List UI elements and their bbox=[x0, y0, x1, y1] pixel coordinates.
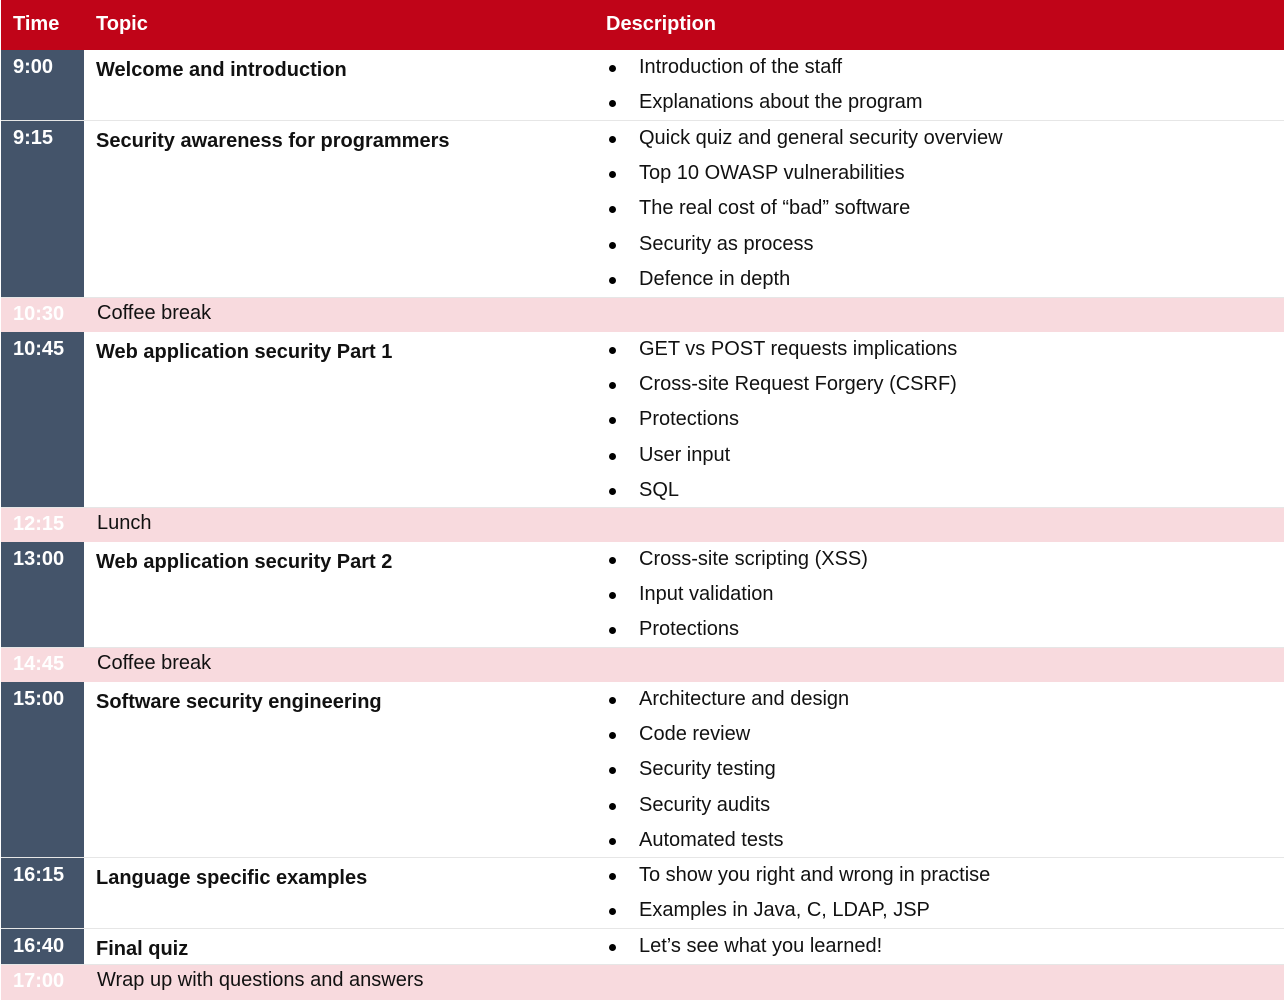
bullet-icon bbox=[609, 277, 616, 284]
table-row bbox=[1, 50, 1284, 121]
description-item bbox=[606, 929, 882, 964]
header-time: Time bbox=[13, 13, 60, 35]
row-topic: Web application security Part 2 bbox=[96, 551, 393, 573]
description-text: Automated tests bbox=[639, 828, 784, 851]
description-list bbox=[606, 121, 1003, 297]
row-time: 9:00 bbox=[13, 56, 54, 78]
description-item bbox=[606, 438, 957, 473]
description-list bbox=[606, 50, 923, 120]
description-list bbox=[606, 542, 868, 648]
description-text: User input bbox=[639, 443, 731, 466]
row-time: 16:15 bbox=[13, 864, 65, 886]
description-item bbox=[606, 682, 849, 717]
break-row bbox=[1, 298, 1284, 332]
break-row bbox=[1, 508, 1284, 542]
row-time: 14:45 bbox=[13, 653, 65, 675]
row-time: 17:00 bbox=[13, 970, 65, 992]
description-text: Protections bbox=[639, 618, 740, 641]
description-item bbox=[606, 577, 868, 612]
bullet-icon bbox=[609, 592, 616, 599]
description-text: The real cost of “bad” software bbox=[639, 197, 911, 220]
table-row bbox=[1, 332, 1284, 508]
table-row bbox=[1, 682, 1284, 858]
row-topic: Language specific examples bbox=[96, 867, 368, 889]
agenda-table bbox=[1, 0, 1284, 1000]
description-item bbox=[606, 788, 849, 823]
row-time: 16:40 bbox=[13, 935, 65, 957]
description-item bbox=[606, 542, 868, 577]
description-text: Examples in Java, C, LDAP, JSP bbox=[639, 899, 930, 922]
table-row bbox=[1, 542, 1284, 648]
description-text: Quick quiz and general security overview bbox=[639, 127, 1003, 149]
bullet-icon bbox=[609, 908, 616, 915]
description-item bbox=[606, 402, 957, 437]
description-item bbox=[606, 85, 923, 120]
row-topic: Web application security Part 1 bbox=[96, 341, 393, 363]
description-text: Cross-site scripting (XSS) bbox=[639, 548, 868, 570]
break-row bbox=[1, 965, 1284, 1000]
description-list bbox=[606, 682, 849, 858]
description-item bbox=[606, 262, 1003, 297]
description-text: Code review bbox=[639, 723, 751, 746]
description-item bbox=[606, 227, 1003, 262]
bullet-icon bbox=[609, 417, 616, 424]
bullet-icon bbox=[609, 767, 616, 774]
description-text: SQL bbox=[639, 478, 680, 501]
description-item bbox=[606, 473, 957, 508]
description-text: Defence in depth bbox=[639, 267, 791, 290]
row-topic: Software security engineering bbox=[96, 691, 382, 713]
row-topic: Coffee break bbox=[97, 302, 212, 324]
bullet-icon bbox=[609, 242, 616, 249]
description-item bbox=[606, 50, 923, 85]
description-item bbox=[606, 893, 990, 928]
bullet-icon bbox=[609, 488, 616, 495]
row-time: 13:00 bbox=[13, 548, 65, 570]
description-text: Security testing bbox=[639, 758, 776, 781]
header-topic: Topic bbox=[96, 13, 148, 35]
header-description: Description bbox=[606, 13, 717, 35]
description-text: Cross-site Request Forgery (CSRF) bbox=[639, 373, 957, 396]
description-text: To show you right and wrong in practise bbox=[639, 864, 991, 886]
description-list bbox=[606, 929, 882, 964]
description-text: GET vs POST requests implications bbox=[639, 338, 958, 360]
bullet-icon bbox=[609, 732, 616, 739]
row-topic: Final quiz bbox=[96, 938, 189, 960]
row-topic: Coffee break bbox=[97, 652, 212, 674]
description-text: Protections bbox=[639, 408, 740, 431]
row-time: 9:15 bbox=[13, 127, 54, 149]
row-time: 10:45 bbox=[13, 338, 65, 360]
description-text: Security as process bbox=[639, 232, 814, 255]
row-topic: Welcome and introduction bbox=[96, 59, 347, 81]
description-text: Explanations about the program bbox=[639, 91, 923, 114]
bullet-icon bbox=[609, 347, 616, 354]
break-row bbox=[1, 648, 1284, 682]
description-item bbox=[606, 121, 1003, 156]
bullet-icon bbox=[609, 838, 616, 845]
bullet-icon bbox=[609, 136, 616, 143]
description-item bbox=[606, 612, 868, 647]
description-text: Introduction of the staff bbox=[639, 56, 843, 78]
bullet-icon bbox=[609, 873, 616, 880]
bullet-icon bbox=[609, 382, 616, 389]
bullet-icon bbox=[609, 697, 616, 704]
description-text: Security audits bbox=[639, 793, 771, 816]
bullet-icon bbox=[609, 557, 616, 564]
bullet-icon bbox=[609, 65, 616, 72]
description-text: Architecture and design bbox=[639, 688, 850, 710]
description-list bbox=[606, 332, 957, 508]
description-item bbox=[606, 858, 990, 893]
table-header bbox=[1, 0, 1284, 50]
bullet-icon bbox=[609, 803, 616, 810]
description-item bbox=[606, 717, 849, 752]
description-item bbox=[606, 332, 957, 367]
row-time: 15:00 bbox=[13, 688, 65, 710]
description-list bbox=[606, 858, 990, 928]
bullet-icon bbox=[609, 627, 616, 634]
bullet-icon bbox=[609, 206, 616, 213]
row-topic: Lunch bbox=[97, 512, 152, 534]
table-row bbox=[1, 929, 1284, 965]
description-item bbox=[606, 367, 957, 402]
row-time: 10:30 bbox=[13, 303, 65, 325]
description-item bbox=[606, 823, 849, 858]
table-row bbox=[1, 121, 1284, 298]
description-item bbox=[606, 752, 849, 787]
row-time: 12:15 bbox=[13, 513, 65, 535]
row-topic: Wrap up with questions and answers bbox=[97, 969, 424, 991]
bullet-icon bbox=[609, 171, 616, 178]
row-topic: Security awareness for programmers bbox=[96, 130, 450, 152]
bullet-icon bbox=[609, 944, 616, 951]
table-row bbox=[1, 858, 1284, 929]
bullet-icon bbox=[609, 100, 616, 107]
description-item bbox=[606, 191, 1003, 226]
description-item bbox=[606, 156, 1003, 191]
bullet-icon bbox=[609, 453, 616, 460]
description-text: Let’s see what you learned! bbox=[639, 935, 883, 957]
description-text: Input validation bbox=[639, 583, 774, 606]
description-text: Top 10 OWASP vulnerabilities bbox=[639, 162, 905, 185]
